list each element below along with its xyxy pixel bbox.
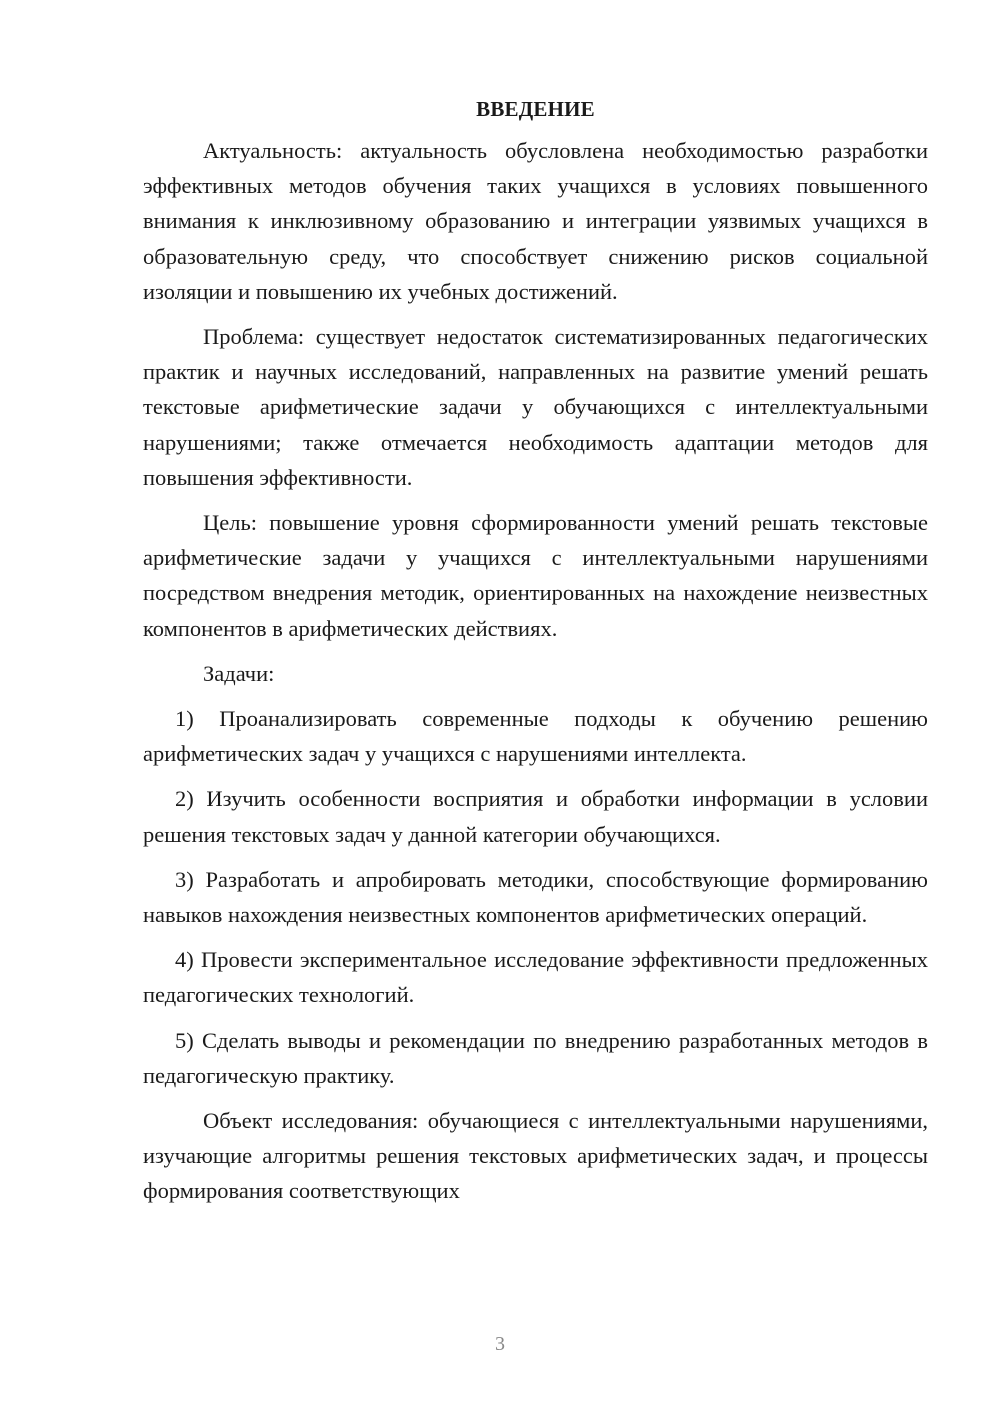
goal-paragraph: Цель: повышение уровня сформированности умений решать текстовые арифметические задачи у учащихся с интеллектуальными нарушениями посредством внедрения методик, ориентированных на нахождение неизвестных компонентов в арифметических действиях. <box>143 510 928 641</box>
page-number: 3 <box>495 1333 505 1355</box>
task-item-1: 1) Проанализировать современные подходы к обучению решению арифметических задач у учащихся с нарушениями интеллекта. <box>143 706 928 767</box>
document-page <box>143 92 928 1219</box>
task-item-3: 3) Разработать и апробировать методики, способствующие формированию навыков нахождения неизвестных компонентов арифметических операций. <box>143 866 928 928</box>
task-item-4: 4) Провести экспериментальное исследование эффективности предложенных педагогических технологий. <box>143 947 928 1008</box>
page-title: ВВЕДЕНИЕ <box>476 97 595 121</box>
problem-paragraph: Проблема: существует недостаток систематизированных педагогических практик и научных исследований, направленных на развитие умений решать текстовые арифметические задачи у обучающихся с интеллектуальными нарушениями; также отмечается необходимость адаптации методов для повышения эффективности. <box>143 324 928 490</box>
relevance-paragraph: Актуальность: актуальность обусловлена необходимостью разработки эффективных методов обучения таких учащихся в условиях повышенного внимания к инклюзивному образованию и интеграции уязвимых учащихся в образовательную среду, что способствует снижению рисков социальной изоляции и повышению их учебных достижений. <box>143 138 928 304</box>
task-item-5: 5) Сделать выводы и рекомендации по внедрению разработанных методов в педагогическую практику. <box>143 1027 928 1088</box>
task-item-2: 2) Изучить особенности восприятия и обработки информации в условии решения текстовых задач у данной категории обучающихся. <box>143 786 928 847</box>
object-paragraph: Объект исследования: обучающиеся с интеллектуальными нарушениями, изучающие алгоритмы решения текстовых арифметических задач, и процессы формирования соответствующих <box>143 1108 928 1204</box>
tasks-label: Задачи: <box>203 660 275 686</box>
